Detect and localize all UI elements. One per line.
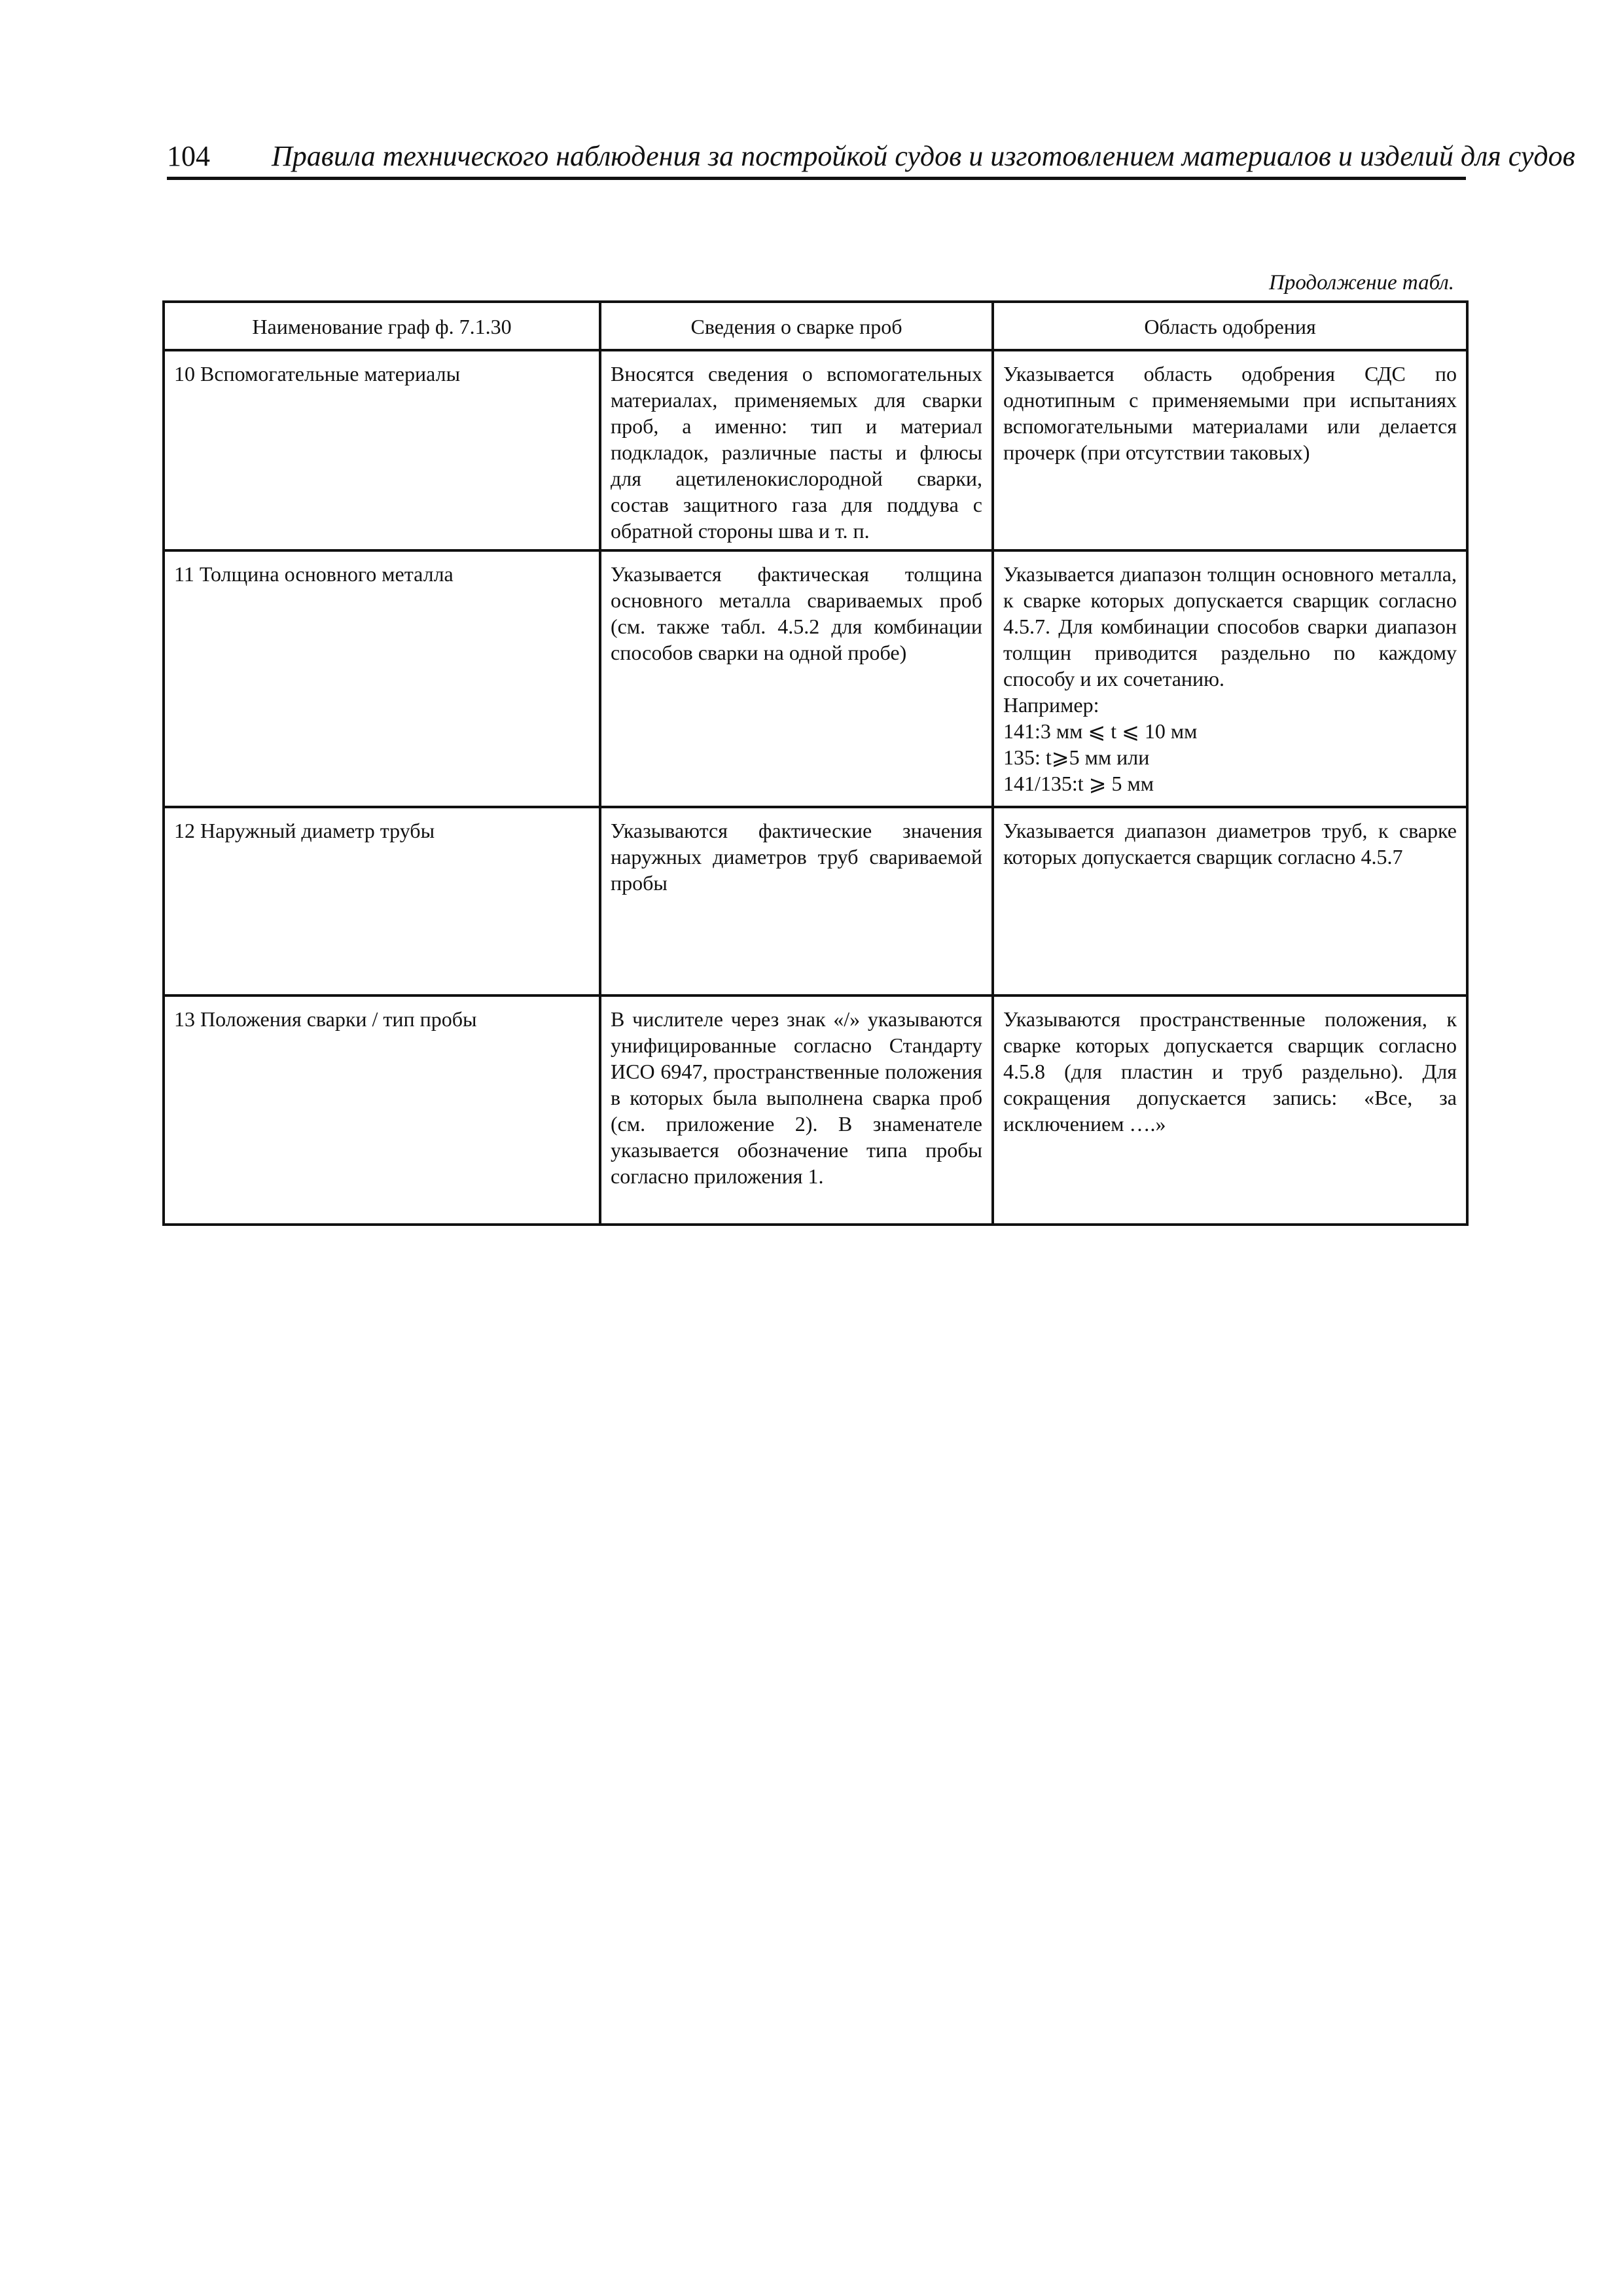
column-header-info: Сведения о сварке проб (600, 302, 993, 350)
row-info-cell: Вносятся сведения о вспомогательных материалах, применяемых для сварки проб, а именно: тип и материал подкладок, различные пасты и флюсы для ацетиленокислородной сварки, состав защитного газа для поддува с обратной стороны шва и т. п. (600, 350, 993, 550)
table-row (164, 550, 1467, 807)
example-line: 141:3 мм ⩽ t ⩽ 10 мм (1003, 719, 1198, 743)
row-name-cell: 11 Толщина основного металла (164, 550, 600, 807)
row-scope-cell: Указывается область одобрения СДС по однотипным с применяемыми при испытаниях вспомогательными материалами или делается прочерк (при отсутствии таковых) (993, 350, 1467, 550)
table-continuation-label: Продолжение табл. (1269, 271, 1454, 295)
running-title: Правила технического наблюдения за постройкой судов и изготовлением материалов и изделий для судов (272, 140, 1575, 172)
row-name-cell: 10 Вспомогательные материалы (164, 350, 600, 550)
column-header-name: Наименование граф ф. 7.1.30 (164, 302, 600, 350)
column-header-scope: Область одобрения (993, 302, 1467, 350)
row-scope-text: Указывается диапазон толщин основного металла, к сварке которых допускается сварщик согласно 4.5.7. Для комбинации способов сварки диапазон толщин приводится раздельно по каждому способу и их сочетанию. (1003, 562, 1457, 691)
table-row (164, 996, 1467, 1225)
row-info-cell: В числителе через знак «/» указываются унифицированные согласно Стандарту ИСО 6947, пространственные положения в которых была выполнена сварка проб (см. приложение 2). В знаменателе указывается обозначение типа пробы согласно приложения 1. (600, 996, 993, 1225)
table-row (164, 350, 1467, 550)
row-scope-cell: Указывается диапазон диаметров труб, к сварке которых допускается сварщик согласно 4.5.7 (993, 807, 1467, 996)
page-number: 104 (167, 140, 210, 172)
row-info-cell: Указываются фактические значения наружных диаметров труб свариваемой пробы (600, 807, 993, 996)
table-row (164, 807, 1467, 996)
page-header (167, 139, 1575, 180)
row-scope-cell (993, 550, 1467, 807)
row-name-cell: 12 Наружный диаметр трубы (164, 807, 600, 996)
row-info-cell: Указывается фактическая толщина основного металла свариваемых проб (см. также табл. 4.5.2 для комбинации способов сварки на одной пробе) (600, 550, 993, 807)
welding-test-table (162, 300, 1469, 1226)
row-name-cell: 13 Положения сварки / тип пробы (164, 996, 600, 1225)
example-label: Например: (1003, 693, 1099, 717)
example-line: 135: t⩾5 мм или (1003, 745, 1150, 769)
table-header-row (164, 302, 1467, 350)
row-scope-cell: Указываются пространственные положения, к сварке которых допускается сварщик согласно 4.5.8 (для пластин и труб раздельно). Для сокращения допускается запись: «Все, за исключением ….» (993, 996, 1467, 1225)
example-line: 141/135:t ⩾ 5 мм (1003, 772, 1154, 795)
